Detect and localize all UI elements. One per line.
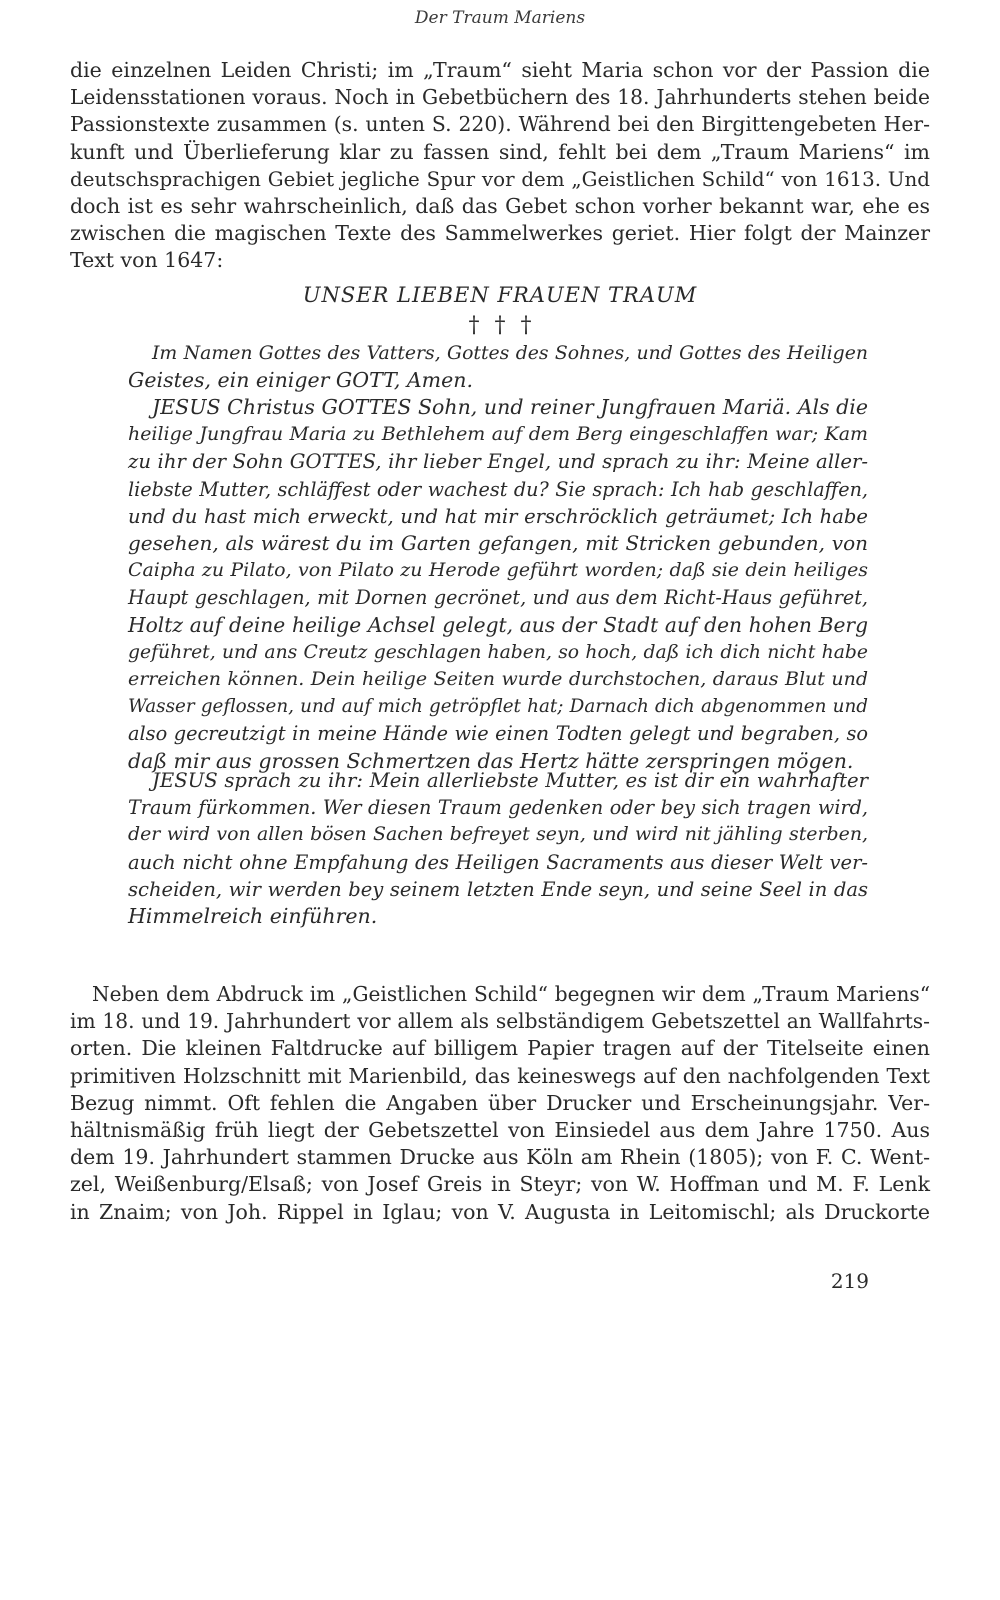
prayer-paragraph [128, 340, 868, 394]
prayer-paragraph [128, 767, 868, 930]
text-line: die einzelnen Leiden Christi; im „Traum“ sieht Maria schon vor der Passion die [70, 58, 930, 82]
text-line: primitiven Holzschnitt mit Marienbild, das keineswegs auf den nachfolgenden Text [70, 1063, 930, 1088]
text-line: Neben dem Abdruck im „Geistlichen Schild“ begegnen wir dem „Traum Mariens“ [92, 982, 930, 1006]
text-line: heilige Jungfrau Maria zu Bethlehem auf dem Berg eingeschlaffen war; Kam [128, 423, 868, 446]
text-line: geführet, und ans Creutz geschlagen haben, so hoch, daß ich dich nicht habe [128, 641, 868, 663]
text-line: der wird von allen bösen Sachen befreyet seyn, und wird nit jähling sterben, [128, 823, 868, 846]
text-line: scheiden, wir werden bey seinem letzten Ende seyn, und seine Seel in das [128, 877, 868, 901]
text-line: hältnismäßig früh liegt der Gebetszettel von Einsiedel aus dem Jahre 1750. Aus [70, 1118, 930, 1143]
text-line: dem 19. Jahrhundert stammen Drucke aus Köln am Rhein (1805); von F. C. Went- [70, 1145, 930, 1170]
text-line: Traum fürkommen. Wer diesen Traum gedenken oder bey sich tragen wird, [128, 796, 868, 820]
text-line: JESUS sprach zu ihr: Mein allerliebste Mutter, es ist dir ein wahrhafter [152, 769, 868, 792]
body-paragraph [70, 981, 930, 1226]
text-line: Himmelreich einführen. [128, 904, 378, 929]
text-line: zu ihr der Sohn GOTTES, ihr lieber Engel, und sprach zu ihr: Meine aller- [128, 450, 868, 474]
text-line: Bezug nimmt. Oft fehlen die Angaben über Drucker und Erscheinungsjahr. Ver- [70, 1090, 930, 1115]
text-line: in Znaim; von Joh. Rippel in Iglau; von V. Augusta in Leitomischl; als Druckorte [70, 1199, 930, 1224]
text-line: liebste Mutter, schläffest oder wachest du? Sie sprach: Ich hab geschlaffen, [128, 477, 868, 501]
text-line: JESUS Christus GOTTES Sohn, und reiner Jungfrauen Mariä. Als die [152, 395, 868, 419]
text-line: also gecreutzigt in meine Hände wie einen Todten gelegt und begraben, so [128, 722, 868, 746]
text-line: Wasser geflossen, und auf mich getröpflet hat; Darnach dich abgenommen und [128, 696, 868, 718]
text-line: Holtz auf deine heilige Achsel gelegt, aus der Stadt auf den hohen Berg [128, 612, 868, 637]
text-line: zwischen die magischen Texte des Sammelwerkes geriet. Hier folgt der Mainzer [70, 221, 930, 246]
intro-paragraph [70, 57, 930, 275]
text-line: Caipha zu Pilato, von Pilato zu Herode geführt worden; daß sie dein heiliges [128, 559, 868, 582]
text-line: Passionstexte zusammen (s. unten S. 220). Während bei den Birgittengebeten Her- [70, 112, 930, 137]
text-line: Geistes, ein einiger GOTT, Amen. [128, 368, 473, 393]
text-line: auch nicht ohne Empfahung des Heiligen Sacraments aus dieser Welt ver- [128, 850, 868, 874]
prayer-title: UNSER LIEBEN FRAUEN TRAUM [302, 283, 698, 307]
cross-symbols: † † † [468, 313, 532, 338]
prayer-paragraph [128, 394, 868, 775]
text-line: im 18. und 19. Jahrhundert vor allem als selbständigem Gebetszettel an Wallfahrts- [70, 1009, 930, 1034]
text-line: daß mir aus grossen Schmertzen das Hertz hätte zerspringen mögen. [128, 748, 854, 773]
text-line: kunft und Überlieferung klar zu fassen sind, fehlt bei dem „Traum Mariens“ im [70, 139, 930, 164]
text-line: doch ist es sehr wahrscheinlich, daß das Gebet schon vorher bekannt war, ehe es [70, 194, 930, 219]
text-line: Im Namen Gottes des Vatters, Gottes des Sohnes, und Gottes des Heiligen [152, 343, 868, 364]
text-line: deutschsprachigen Gebiet jegliche Spur vor dem „Geistlichen Schild“ von 1613. Und [70, 167, 930, 191]
text-line: und du hast mich erweckt, und hat mir erschröcklich geträumet; Ich habe [128, 504, 868, 528]
text-line: orten. Die kleinen Faltdrucke auf billigem Papier tragen auf der Titelseite einen [70, 1036, 930, 1061]
page-number: 219 [830, 1269, 869, 1293]
text-line: Leidensstationen voraus. Noch in Gebetbüchern des 18. Jahrhunderts stehen beide [70, 85, 930, 110]
text-line: zel, Weißenburg/Elsaß; von Josef Greis in Steyr; von W. Hoffman und M. F. Lenk [70, 1172, 930, 1197]
text-line: erreichen können. Dein heilige Seiten wurde durchstochen, daraus Blut und [128, 668, 868, 691]
text-line: Text von 1647: [70, 248, 224, 273]
text-line: gesehen, als wärest du im Garten gefangen, mit Stricken gebunden, von [128, 531, 868, 556]
running-head: Der Traum Mariens [414, 8, 586, 28]
text-line: Haupt geschlagen, mit Dornen gecrönet, und aus dem Richt-Haus geführet, [128, 586, 868, 610]
